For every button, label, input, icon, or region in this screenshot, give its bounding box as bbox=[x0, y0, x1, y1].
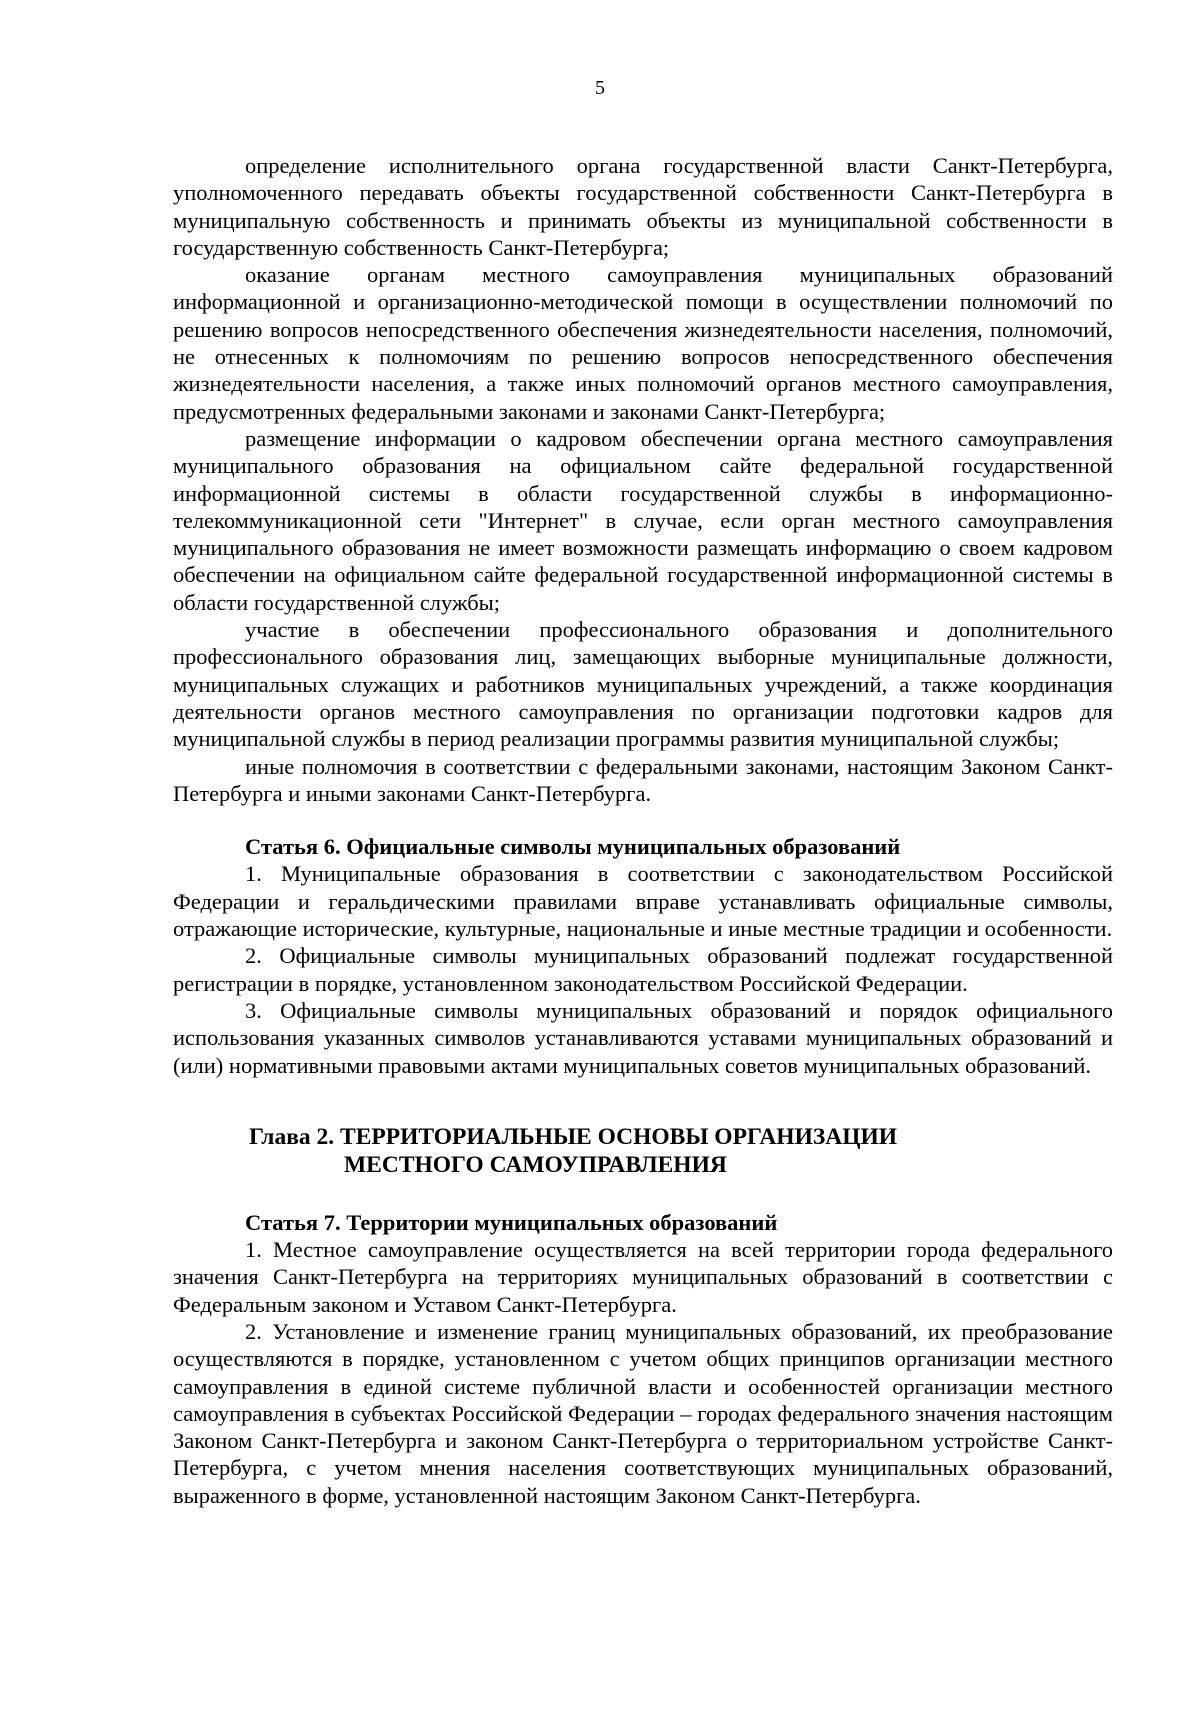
list-item-executive-body: определение исполнительного органа государственной власти Санкт-Петербурга, уполномоченного передавать объекты государственной собственности Санкт-Петербурга в муниципальную собственность и принимать объекты из муниципальной собственности в государственную собственность Санкт-Петербурга; bbox=[173, 153, 1113, 260]
article-7-heading: Статья 7. Территории муниципальных образований bbox=[245, 1209, 778, 1235]
article-6-paragraph-1: 1. Муниципальные образования в соответствии с законодательством Российской Федерации и геральдическими правилами вправе устанавливать официальные символы, отражающие исторические, культурные, национальные и иные местные традиции и особенности. bbox=[173, 861, 1113, 942]
article-7-paragraph-1: 1. Местное самоуправление осуществляется на всей территории города федерального значения Санкт-Петербурга на территориях муниципальных образований в соответствии с Федеральным законом и Уставом Санкт-Петербурга. bbox=[173, 1237, 1113, 1317]
page-content bbox=[173, 152, 1113, 1509]
chapter-2-heading-line-1: Глава 2. ТЕРРИТОРИАЛЬНЫЕ ОСНОВЫ ОРГАНИЗАЦИИ bbox=[249, 1123, 898, 1150]
list-item-staffing-info: размещение информации о кадровом обеспечении органа местного самоуправления муниципального образования на официальном сайте федеральной государственной информационной системы в области государственной службы в информационно-телекоммуникационной сети "Интернет" в случае, если орган местного самоуправления муниципального образования не имеет возможности размещать информацию о своем кадровом обеспечении на официальном сайте федеральной государственной информационной системы в области государственной службы; bbox=[173, 425, 1113, 615]
article-7-paragraph-2: 2. Установление и изменение границ муниципальных образований, их преобразование осуществляются в порядке, установленном с учетом общих принципов организации местного самоуправления в единой системе публичной власти и особенностей организации местного самоуправления в субъектах Российской Федерации – городах федерального значения настоящим Законом Санкт-Петербурга и законом Санкт-Петербурга о территориальном устройстве Санкт-Петербурга, с учетом мнения населения соответствующих муниципальных образований, выраженного в форме, установленной настоящим Законом Санкт-Петербурга. bbox=[173, 1318, 1113, 1508]
article-6-paragraph-3: 3. Официальные символы муниципальных образований и порядок официального использования указанных символов устанавливаются уставами муниципальных образований и (или) нормативными правовыми актами муниципальных советов муниципальных образований. bbox=[173, 997, 1113, 1078]
chapter-2-heading bbox=[173, 1123, 1113, 1179]
chapter-2-heading-line-2: МЕСТНОГО САМОУПРАВЛЕНИЯ bbox=[344, 1151, 727, 1178]
article-6-paragraph-2: 2. Официальные символы муниципальных образований подлежат государственной регистрации в порядке, установленном законодательством Российской Федерации. bbox=[173, 943, 1113, 996]
page-number: 5 bbox=[595, 77, 605, 99]
list-item-other-powers: иные полномочия в соответствии с федеральными законами, настоящим Законом Санкт-Петербурга и иными законами Санкт-Петербурга. bbox=[173, 753, 1113, 806]
list-item-professional-education: участие в обеспечении профессионального образования и дополнительного профессионального образования лиц, замещающих выборные муниципальные должности, муниципальных служащих и работников муниципальных учреждений, а также координация деятельности органов местного самоуправления по организации подготовки кадров для муниципальной службы в период реализации программы развития муниципальной службы; bbox=[173, 617, 1113, 752]
article-6-heading: Статья 6. Официальные символы муниципальных образований bbox=[245, 834, 901, 860]
list-item-methodical-assistance: оказание органам местного самоуправления муниципальных образований информационной и организационно-методической помощи в осуществлении полномочий по решению вопросов непосредственного обеспечения жизнедеятельности населения, полномочий, не отнесенных к полномочиям по решению вопросов непосредственного обеспечения жизнедеятельности населения, а также иных полномочий органов местного самоуправления, предусмотренных федеральными законами и законами Санкт-Петербурга; bbox=[173, 262, 1113, 424]
